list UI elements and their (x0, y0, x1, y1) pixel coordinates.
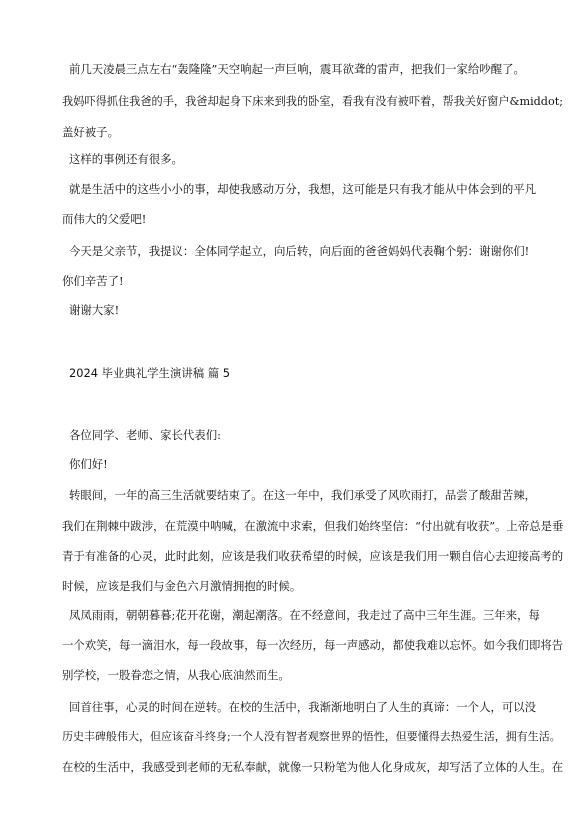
paragraph-line: 谢谢大家! (69, 303, 120, 317)
paragraph-line: 我妈吓得抓住我爸的手，我爸却起身下床来到我的卧室，看我有没有被吓着，帮我关好窗户&middot; (62, 95, 563, 108)
greeting: 你们好! (69, 457, 108, 471)
paragraph-line: 别学校，一股眷恋之情，从我心底油然而生。 (62, 668, 290, 682)
paragraph-line: 凤凤雨雨，朝朝暮暮;花开花谢，潮起潮落。在不经意间，我走过了高中三年生涯。三年来，每 (69, 608, 540, 622)
paragraph-line: 一个欢笑，每一滴泪水，每一段故事，每一次经历，每一声感动，都使我难以忘怀。如今我们即将告 (62, 638, 564, 652)
paragraph-line: 历史丰碑般伟大，但应该奋斗终身;一个人没有智者观察世界的悟性，但要懂得去热爱生活，拥有生活。 (62, 730, 561, 743)
section-heading: 2024 毕业典礼学生演讲稿 篇 5 (69, 366, 231, 380)
paragraph-line: 就是生活中的这些小小的事，却使我感动万分，我想，这可能是只有我才能从中体会到的平凡 (69, 182, 537, 196)
paragraph-line: 我们在荆棘中跋涉，在荒漠中呐喊，在激流中求索，但我们始终坚信：“付出就有收获”。上帝总是垂 (62, 519, 564, 533)
paragraph-line: 在校的生活中，我感受到老师的无私奉献，就像一只粉笔为他人化身成灰，却写活了立体的人生。在 (62, 760, 564, 774)
paragraph-line: 青于有准备的心灵，此时此刻，应该是我们收获希望的时候，应该是我们用一颗自信心去迎接高考的 (62, 549, 564, 563)
paragraph-line: 今天是父亲节，我提议：全体同学起立，向后转，向后面的爸爸妈妈代表鞠个躬：谢谢你们! (69, 244, 530, 258)
paragraph-line: 盖好被子。 (62, 125, 119, 139)
paragraph-line: 而伟大的父爱吧! (62, 212, 147, 226)
paragraph-line: 转眼间，一年的高三生活就要结束了。在这一年中，我们承受了风吹雨打，品尝了酸甜苦辣， (69, 488, 537, 502)
paragraph-line: 这样的事例还有很多。 (69, 152, 183, 166)
salutation: 各位同学、老师、家长代表们: (69, 428, 221, 442)
paragraph-line: 回首往事，心灵的时间在逆转。在校的生活中，我渐渐地明白了人生的真谛：一个人，可以没 (69, 700, 537, 714)
paragraph-line: 你们辛苦了! (62, 274, 124, 288)
paragraph-line: 前几天凌晨三点左右“轰隆隆”天空响起一声巨响，震耳欲聋的雷声，把我们一家给吵醒了。 (69, 62, 525, 76)
paragraph-line: 时候，应该是我们与金色六月激情拥抱的时候。 (62, 579, 302, 593)
